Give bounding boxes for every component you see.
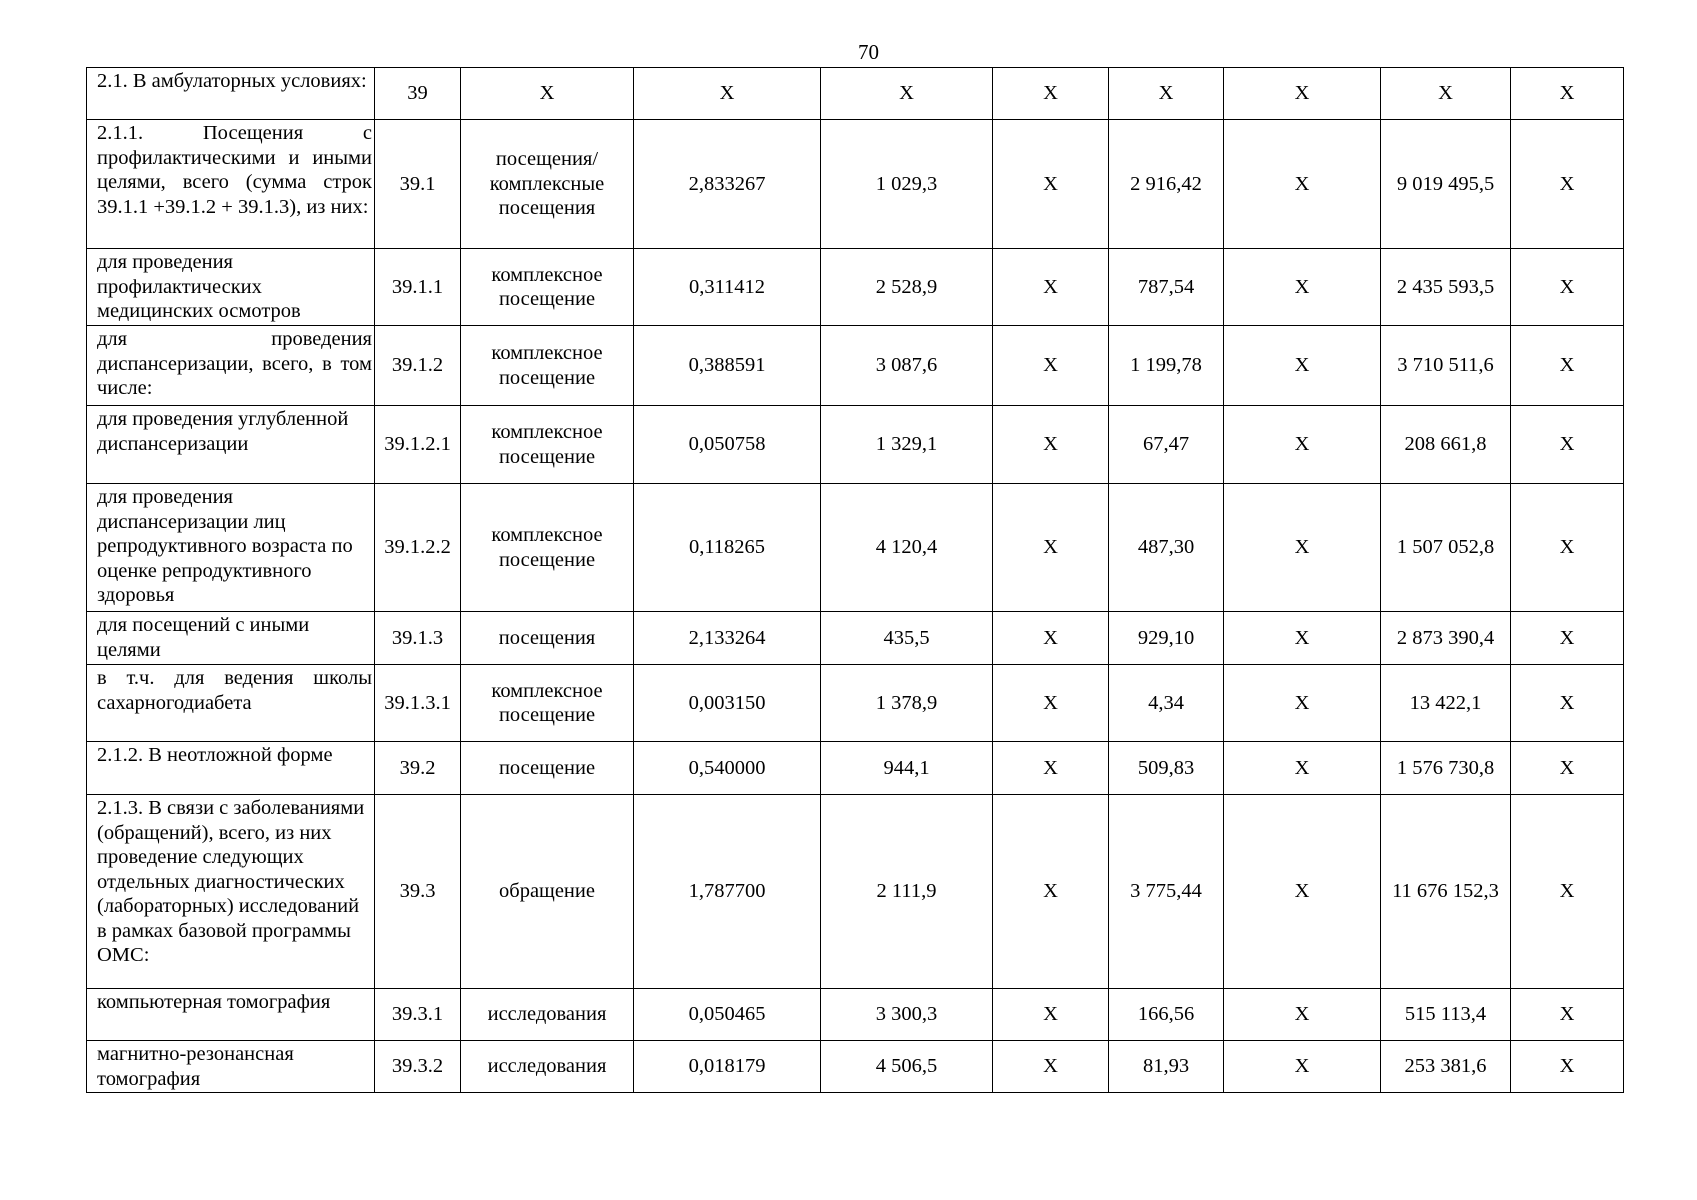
value-cell: 787,54 bbox=[1109, 249, 1224, 326]
unit-cell: исследования bbox=[461, 989, 634, 1041]
value-cell: Х bbox=[1224, 326, 1381, 406]
unit-cell: комплексное посещение bbox=[461, 406, 634, 484]
row-number: 39.1.2.2 bbox=[375, 484, 461, 612]
value-cell: Х bbox=[993, 120, 1109, 249]
value-cell: 81,93 bbox=[1109, 1041, 1224, 1093]
unit-cell: комплексное посещение bbox=[461, 326, 634, 406]
value-cell: Х bbox=[634, 68, 821, 120]
value-cell: 1 329,1 bbox=[821, 406, 993, 484]
value-cell: Х bbox=[1224, 795, 1381, 989]
value-cell: 509,83 bbox=[1109, 742, 1224, 795]
row-description: 2.1.3. В связи с заболеваниями (обращений), всего, из них проведение следующих отдельных диагностических (лабораторных) исследований в рамках базовой программы ОМС: bbox=[87, 795, 375, 989]
value-cell: 2,833267 bbox=[634, 120, 821, 249]
value-cell: 2 111,9 bbox=[821, 795, 993, 989]
value-cell: Х bbox=[1511, 665, 1624, 742]
unit-cell: Х bbox=[461, 68, 634, 120]
value-cell: 1,787700 bbox=[634, 795, 821, 989]
value-cell: Х bbox=[993, 249, 1109, 326]
value-cell: Х bbox=[993, 665, 1109, 742]
value-cell: Х bbox=[1511, 406, 1624, 484]
value-cell: Х bbox=[993, 1041, 1109, 1093]
unit-cell: посещение bbox=[461, 742, 634, 795]
value-cell: Х bbox=[1224, 989, 1381, 1041]
value-cell: 1 576 730,8 bbox=[1381, 742, 1511, 795]
value-cell: Х bbox=[1511, 484, 1624, 612]
row-number: 39.1.2 bbox=[375, 326, 461, 406]
row-description: 2.1.2. В неотложной форме bbox=[87, 742, 375, 795]
value-cell: 3 775,44 bbox=[1109, 795, 1224, 989]
value-cell: Х bbox=[1511, 120, 1624, 249]
value-cell: Х bbox=[1224, 742, 1381, 795]
value-cell: 11 676 152,3 bbox=[1381, 795, 1511, 989]
value-cell: 487,30 bbox=[1109, 484, 1224, 612]
value-cell: Х bbox=[1511, 249, 1624, 326]
value-cell: Х bbox=[1224, 665, 1381, 742]
value-cell: Х bbox=[993, 326, 1109, 406]
value-cell: Х bbox=[1224, 612, 1381, 665]
value-cell: Х bbox=[993, 406, 1109, 484]
value-cell: Х bbox=[1381, 68, 1511, 120]
value-cell: Х bbox=[1511, 326, 1624, 406]
unit-cell: обращение bbox=[461, 795, 634, 989]
unit-cell: посещения/ комплексные посещения bbox=[461, 120, 634, 249]
value-cell: 253 381,6 bbox=[1381, 1041, 1511, 1093]
row-number: 39 bbox=[375, 68, 461, 120]
row-number: 39.1.2.1 bbox=[375, 406, 461, 484]
value-cell: 2 435 593,5 bbox=[1381, 249, 1511, 326]
value-cell: 3 087,6 bbox=[821, 326, 993, 406]
value-cell: 4 506,5 bbox=[821, 1041, 993, 1093]
value-cell: 944,1 bbox=[821, 742, 993, 795]
value-cell: Х bbox=[993, 68, 1109, 120]
unit-cell: исследования bbox=[461, 1041, 634, 1093]
value-cell: Х bbox=[1224, 68, 1381, 120]
value-cell: Х bbox=[993, 484, 1109, 612]
table-row bbox=[87, 665, 1624, 742]
row-description: для посещений с иными целями bbox=[87, 612, 375, 665]
value-cell: 2 873 390,4 bbox=[1381, 612, 1511, 665]
value-cell: Х bbox=[1224, 120, 1381, 249]
row-description: для проведения углубленной диспансеризации bbox=[87, 406, 375, 484]
table-row bbox=[87, 68, 1624, 120]
value-cell: Х bbox=[1511, 989, 1624, 1041]
value-cell: Х bbox=[1511, 612, 1624, 665]
row-number: 39.2 bbox=[375, 742, 461, 795]
value-cell: 0,540000 bbox=[634, 742, 821, 795]
row-description: магнитно-резонансная томография bbox=[87, 1041, 375, 1093]
value-cell: Х bbox=[1511, 742, 1624, 795]
value-cell: 929,10 bbox=[1109, 612, 1224, 665]
value-cell: 515 113,4 bbox=[1381, 989, 1511, 1041]
value-cell: 1 378,9 bbox=[821, 665, 993, 742]
value-cell: 435,5 bbox=[821, 612, 993, 665]
row-description: 2.1.1. Посещения с профилактическими и иными целями, всего (сумма строк 39.1.1 +39.1.2 + 39.1.3), из них: bbox=[87, 120, 375, 249]
row-description: для проведения диспансеризации, всего, в том числе: bbox=[87, 326, 375, 406]
row-description: компьютерная томография bbox=[87, 989, 375, 1041]
row-description: 2.1. В амбулаторных условиях: bbox=[87, 68, 375, 120]
value-cell: 0,388591 bbox=[634, 326, 821, 406]
table-row bbox=[87, 989, 1624, 1041]
table-row bbox=[87, 326, 1624, 406]
value-cell: 1 507 052,8 bbox=[1381, 484, 1511, 612]
table-row bbox=[87, 249, 1624, 326]
value-cell: 2 916,42 bbox=[1109, 120, 1224, 249]
value-cell: Х bbox=[1511, 1041, 1624, 1093]
row-number: 39.3.1 bbox=[375, 989, 461, 1041]
data-table bbox=[86, 67, 1624, 1093]
value-cell: 3 300,3 bbox=[821, 989, 993, 1041]
value-cell: 1 199,78 bbox=[1109, 326, 1224, 406]
table-row bbox=[87, 795, 1624, 989]
value-cell: Х bbox=[993, 795, 1109, 989]
row-description: в т.ч. для ведения школы сахарногодиабета bbox=[87, 665, 375, 742]
value-cell: 0,050758 bbox=[634, 406, 821, 484]
value-cell: 9 019 495,5 bbox=[1381, 120, 1511, 249]
value-cell: Х bbox=[1109, 68, 1224, 120]
value-cell: 0,118265 bbox=[634, 484, 821, 612]
value-cell: 0,311412 bbox=[634, 249, 821, 326]
value-cell: Х bbox=[1511, 795, 1624, 989]
value-cell: Х bbox=[1224, 406, 1381, 484]
unit-cell: посещения bbox=[461, 612, 634, 665]
unit-cell: комплексное посещение bbox=[461, 665, 634, 742]
value-cell: Х bbox=[1511, 68, 1624, 120]
table-row bbox=[87, 612, 1624, 665]
table-row bbox=[87, 406, 1624, 484]
value-cell: 4,34 bbox=[1109, 665, 1224, 742]
unit-cell: комплексное посещение bbox=[461, 249, 634, 326]
row-number: 39.1 bbox=[375, 120, 461, 249]
value-cell: Х bbox=[993, 742, 1109, 795]
value-cell: Х bbox=[993, 612, 1109, 665]
row-description: для проведения диспансеризации лиц репродуктивного возраста по оценке репродуктивного здоровья bbox=[87, 484, 375, 612]
row-description: для проведения профилактических медицинских осмотров bbox=[87, 249, 375, 326]
value-cell: 166,56 bbox=[1109, 989, 1224, 1041]
value-cell: Х bbox=[1224, 1041, 1381, 1093]
table-row bbox=[87, 1041, 1624, 1093]
value-cell: 2 528,9 bbox=[821, 249, 993, 326]
value-cell: 1 029,3 bbox=[821, 120, 993, 249]
row-number: 39.1.1 bbox=[375, 249, 461, 326]
table-row bbox=[87, 484, 1624, 612]
row-number: 39.1.3.1 bbox=[375, 665, 461, 742]
value-cell: 13 422,1 bbox=[1381, 665, 1511, 742]
row-number: 39.3.2 bbox=[375, 1041, 461, 1093]
page-number: 70 bbox=[858, 40, 879, 64]
table-row bbox=[87, 742, 1624, 795]
value-cell: 2,133264 bbox=[634, 612, 821, 665]
row-number: 39.1.3 bbox=[375, 612, 461, 665]
value-cell: Х bbox=[1224, 249, 1381, 326]
value-cell: 0,018179 bbox=[634, 1041, 821, 1093]
value-cell: 4 120,4 bbox=[821, 484, 993, 612]
value-cell: 3 710 511,6 bbox=[1381, 326, 1511, 406]
unit-cell: комплексное посещение bbox=[461, 484, 634, 612]
value-cell: 0,003150 bbox=[634, 665, 821, 742]
value-cell: Х bbox=[1224, 484, 1381, 612]
value-cell: 67,47 bbox=[1109, 406, 1224, 484]
value-cell: Х bbox=[821, 68, 993, 120]
value-cell: Х bbox=[993, 989, 1109, 1041]
table-row bbox=[87, 120, 1624, 249]
value-cell: 208 661,8 bbox=[1381, 406, 1511, 484]
row-number: 39.3 bbox=[375, 795, 461, 989]
value-cell: 0,050465 bbox=[634, 989, 821, 1041]
